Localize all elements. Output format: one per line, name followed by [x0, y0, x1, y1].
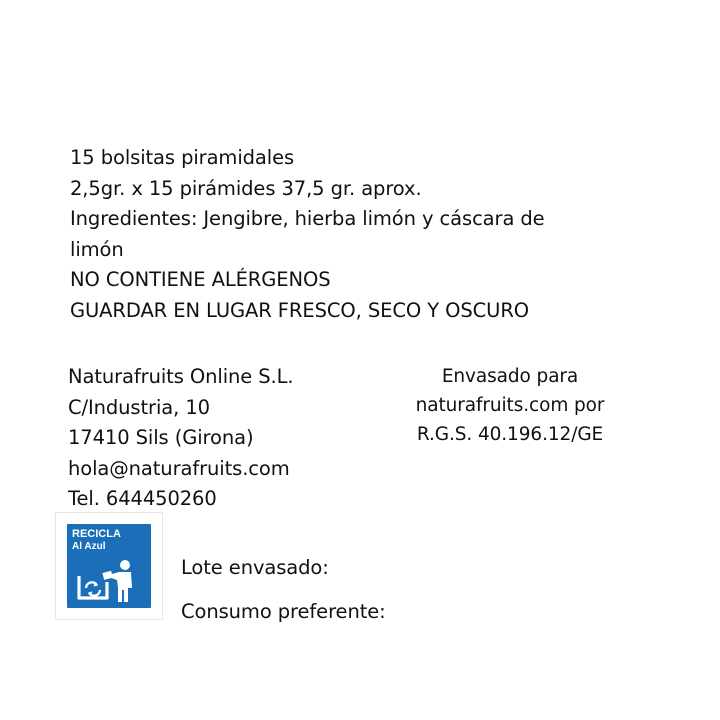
ingredients-line-1: Ingredientes: Jengibre, hierba limón y cáscara de — [70, 207, 545, 230]
company-address — [68, 362, 368, 515]
allergen-notice: NO CONTIENE ALÉRGENOS — [70, 268, 331, 291]
net-weight: 2,5gr. x 15 pirámides 37,5 gr. aprox. — [70, 176, 422, 200]
packer-line-1: Envasado para — [441, 366, 579, 387]
company-street: C/Industria, 10 — [68, 395, 210, 419]
sachet-count: 15 bolsitas piramidales — [70, 146, 295, 169]
company-city: 17410 Sils (Girona) — [68, 426, 254, 449]
company-name: Naturafruits Online S.L. — [68, 365, 294, 388]
product-info — [70, 143, 650, 326]
recycle-badge — [67, 524, 151, 608]
lot-packed-label: Lote envasado: — [181, 556, 329, 579]
best-before-label: Consumo preferente: — [181, 600, 386, 623]
packer-line-2: naturafruits.com por — [415, 395, 605, 416]
storage-instructions: GUARDAR EN LUGAR FRESCO, SECO Y OSCURO — [70, 298, 530, 322]
company-phone: Tel. 644450260 — [68, 487, 217, 510]
recycle-logo — [56, 513, 162, 619]
person-recycling-bin-icon — [73, 558, 145, 604]
packer-registry: R.G.S. 40.196.12/GE — [416, 424, 604, 445]
ingredients-line-2: limón — [70, 237, 124, 261]
company-email: hola@naturafruits.com — [68, 456, 290, 480]
packer-info — [390, 362, 630, 449]
lot-section — [181, 546, 386, 634]
recycle-title: RECICLA — [72, 528, 121, 540]
recycle-subtitle: Al Azul — [72, 541, 106, 552]
